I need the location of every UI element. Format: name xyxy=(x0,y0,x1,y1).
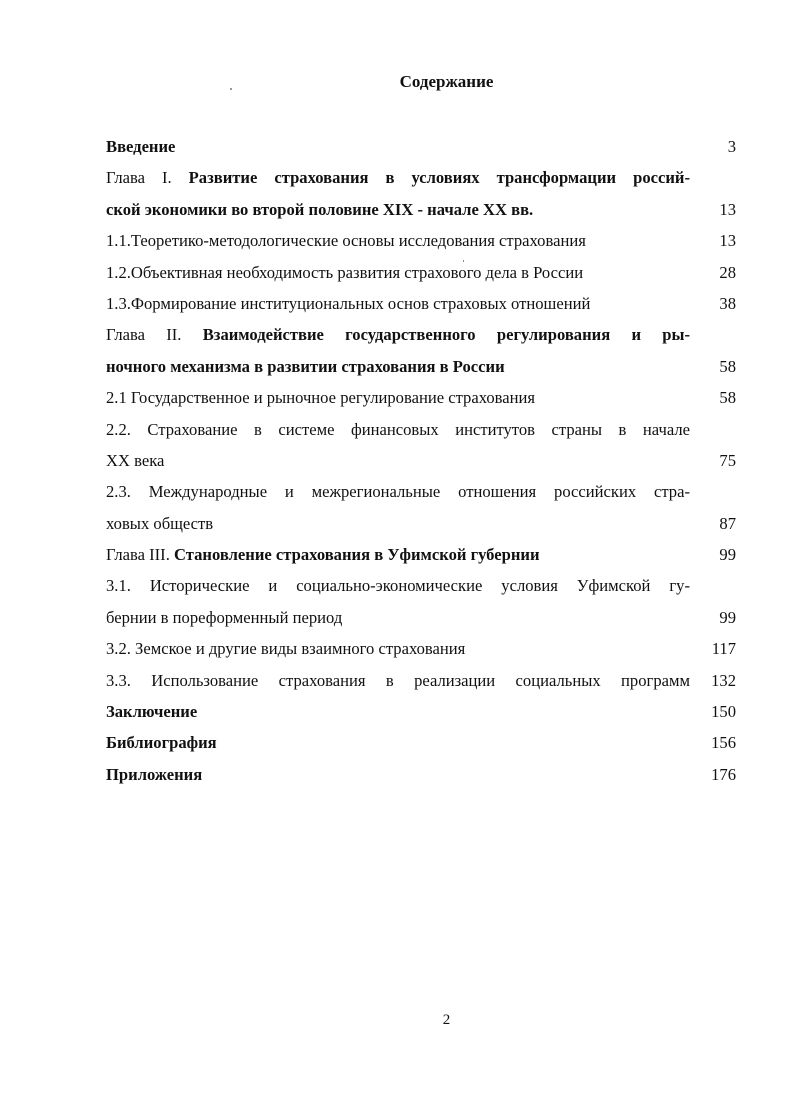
toc-entry-chapter-1-line-1 xyxy=(106,162,736,193)
toc-ch1-title-line2: ской экономики во второй половине XIX - начале XX вв. xyxy=(106,199,534,219)
toc-s1-1-label: 1.1.Теоретико-методологические основы исследования страхования xyxy=(106,231,586,251)
toc-s1-3-label: 1.3.Формирование институциональных основ страховых отношений xyxy=(106,293,591,313)
toc-s3-1-page: 99 xyxy=(719,607,736,627)
toc-s1-3-page: 38 xyxy=(719,293,736,313)
toc-conclusion-label: Заключение xyxy=(106,702,198,722)
toc-entry-intro xyxy=(106,131,736,162)
toc-entry-chapter-2-line-2 xyxy=(106,351,736,382)
toc-ch2-title-line1: Взаимодействие государственного регулирования и ры- xyxy=(202,325,690,345)
toc-s2-1-label: 2.1 Государственное и рыночное регулирование страхования xyxy=(106,388,536,408)
toc-ch1-text xyxy=(106,162,690,193)
toc-entry-section-1-2 xyxy=(106,257,736,288)
toc-entry-section-3-3 xyxy=(106,665,736,696)
toc-s3-3-page: 132 xyxy=(711,670,736,690)
toc-intro-page: 3 xyxy=(727,137,736,156)
toc-s2-2-line1: 2.2. Страхование в системе финансовых институтов страны в начале xyxy=(106,419,690,439)
toc-entry-bibliography xyxy=(106,727,736,758)
toc-entry-chapter-1-line-2 xyxy=(106,194,736,225)
toc-appendices-label: Приложения xyxy=(106,764,203,784)
toc-s2-3-page: 87 xyxy=(719,513,736,533)
toc-s2-1-page: 58 xyxy=(719,388,736,408)
toc-ch1-title-line1: Развитие страхования в условиях трансформации россий- xyxy=(188,168,690,188)
toc-ch1-page: 13 xyxy=(719,199,736,219)
toc-ch1-prefix: Глава I. xyxy=(106,168,172,188)
toc-s3-3-label: 3.3. Использование страхования в реализации социальных программ xyxy=(106,670,690,690)
toc-entry-section-2-3-line-2 xyxy=(106,508,736,539)
toc-entry-section-2-3-line-1 xyxy=(106,476,736,507)
toc-conclusion-page: 150 xyxy=(711,702,736,722)
toc-entry-section-2-2-line-1 xyxy=(106,414,736,445)
toc-ch2-text xyxy=(106,319,690,350)
page-number: 2 xyxy=(442,1012,451,1028)
toc-ch2-prefix: Глава II. xyxy=(106,325,182,345)
toc-s2-2-page: 75 xyxy=(719,450,736,470)
toc-s1-1-page: 13 xyxy=(719,231,736,251)
table-of-contents xyxy=(106,131,736,790)
toc-ch3-text xyxy=(106,539,540,570)
toc-ch3-prefix: Глава III. xyxy=(106,545,170,565)
toc-s3-2-label: 3.2. Земское и другие виды взаимного страхования xyxy=(106,639,466,659)
toc-entry-section-3-1-line-2 xyxy=(106,602,736,633)
toc-s3-1-line2: бернии в пореформенный период xyxy=(106,607,343,627)
toc-entry-appendices xyxy=(106,759,736,790)
toc-s1-2-page: 28 xyxy=(719,262,736,282)
toc-s2-3-line1: 2.3. Международные и межрегиональные отношения российских стра- xyxy=(106,482,690,502)
toc-entry-section-3-2 xyxy=(106,633,736,664)
toc-s2-2-line2: XX века xyxy=(106,450,165,470)
toc-entry-chapter-3 xyxy=(106,539,736,570)
toc-s3-2-page: 117 xyxy=(711,639,736,659)
toc-bibliography-page: 156 xyxy=(711,733,736,753)
toc-entry-section-2-1 xyxy=(106,382,736,413)
toc-ch2-page: 58 xyxy=(719,356,736,376)
toc-s2-3-line2: ховых обществ xyxy=(106,513,214,533)
toc-s1-2-label: 1.2.Объективная необходимость развития страхового дела в России xyxy=(106,262,584,282)
page-title: Содержание xyxy=(399,72,494,91)
toc-entry-chapter-2-line-1 xyxy=(106,319,736,350)
toc-entry-section-1-1 xyxy=(106,225,736,256)
toc-entry-section-3-1-line-1 xyxy=(106,570,736,601)
toc-intro-label: Введение xyxy=(106,137,176,156)
toc-bibliography-label: Библиография xyxy=(106,733,217,753)
toc-ch3-page: 99 xyxy=(719,545,736,565)
toc-ch2-title-line2: ночного механизма в развитии страхования в России xyxy=(106,356,505,376)
toc-appendices-page: 176 xyxy=(711,764,736,784)
toc-entry-section-2-2-line-2 xyxy=(106,445,736,476)
toc-entry-conclusion xyxy=(106,696,736,727)
toc-ch3-title: Становление страхования в Уфимской губернии xyxy=(174,545,540,565)
toc-s3-1-line1: 3.1. Исторические и социально-экономические условия Уфимской гу- xyxy=(106,576,690,596)
toc-entry-section-1-3 xyxy=(106,288,736,319)
